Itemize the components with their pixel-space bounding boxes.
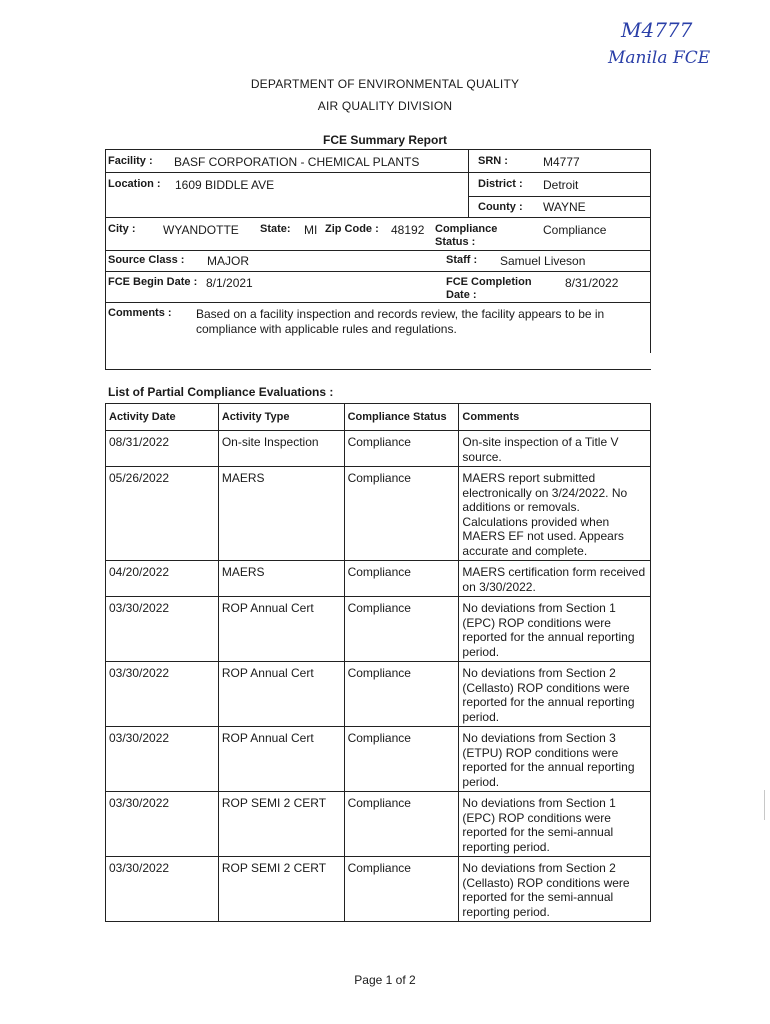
handwritten-note: Manila FCE xyxy=(608,48,711,68)
location-label: Location : xyxy=(108,178,161,190)
compliance-status: Compliance xyxy=(344,467,459,561)
city-label: City : xyxy=(108,223,136,235)
activity-comments: No deviations from Section 1 (EPC) ROP conditions were reported for the semi-annual reporting period. xyxy=(459,792,651,857)
compliance-status-value: Compliance xyxy=(543,223,607,237)
activity-date: 08/31/2022 xyxy=(106,431,219,467)
county-value: WAYNE xyxy=(543,200,586,214)
activity-type: ROP SEMI 2 CERT xyxy=(218,792,344,857)
activity-comments: No deviations from Section 2 (Cellasto) ROP conditions were reported for the annual reporting period. xyxy=(459,662,651,727)
table-row xyxy=(106,662,651,727)
activity-date: 03/30/2022 xyxy=(106,727,219,792)
activity-type: ROP Annual Cert xyxy=(218,662,344,727)
compliance-status: Compliance xyxy=(344,561,459,597)
activity-type: ROP Annual Cert xyxy=(218,597,344,662)
pce-heading: List of Partial Compliance Evaluations : xyxy=(108,385,334,399)
col-compliance-status: Compliance Status xyxy=(344,404,459,431)
activity-comments: No deviations from Section 1 (EPC) ROP conditions were reported for the annual reporting period. xyxy=(459,597,651,662)
fce-begin-value: 8/1/2021 xyxy=(206,276,253,290)
activity-comments: No deviations from Section 3 (ETPU) ROP conditions were reported for the annual reporting period. xyxy=(459,727,651,792)
facility-value: BASF CORPORATION - CHEMICAL PLANTS xyxy=(174,155,420,169)
compliance-status: Compliance xyxy=(344,857,459,922)
activity-type: MAERS xyxy=(218,467,344,561)
report-title: FCE Summary Report xyxy=(322,133,448,147)
zip-value: 48192 xyxy=(391,223,425,237)
comments-line-1: Based on a facility inspection and records review, the facility appears to be in xyxy=(196,307,605,321)
pce-header-row xyxy=(106,404,651,431)
activity-type: ROP SEMI 2 CERT xyxy=(218,857,344,922)
department-heading: DEPARTMENT OF ENVIRONMENTAL QUALITY xyxy=(250,77,520,91)
table-row xyxy=(106,727,651,792)
compliance-status: Compliance xyxy=(344,597,459,662)
compliance-status: Compliance xyxy=(344,727,459,792)
activity-date: 03/30/2022 xyxy=(106,857,219,922)
comments-line-2: compliance with applicable rules and regulations. xyxy=(196,322,457,336)
fce-completion-value: 8/31/2022 xyxy=(565,276,619,290)
srn-value: M4777 xyxy=(543,155,580,169)
source-class-value: MAJOR xyxy=(207,254,249,268)
activity-comments: On-site inspection of a Title V source. xyxy=(459,431,651,467)
table-row xyxy=(106,431,651,467)
activity-type: MAERS xyxy=(218,561,344,597)
staff-label: Staff : xyxy=(446,254,478,266)
location-value: 1609 BIDDLE AVE xyxy=(175,178,275,192)
comments-label: Comments : xyxy=(108,307,172,319)
state-value: MI xyxy=(304,223,318,237)
table-row xyxy=(106,857,651,922)
division-heading: AIR QUALITY DIVISION xyxy=(317,99,453,113)
table-row xyxy=(106,597,651,662)
activity-comments: MAERS certification form received on 3/30/2022. xyxy=(459,561,651,597)
zip-label: Zip Code : xyxy=(325,223,379,235)
table-row xyxy=(106,561,651,597)
activity-date: 04/20/2022 xyxy=(106,561,219,597)
city-value: WYANDOTTE xyxy=(163,223,239,237)
district-label: District : xyxy=(478,178,523,190)
district-value: Detroit xyxy=(543,178,579,192)
compliance-status: Compliance xyxy=(344,431,459,467)
table-row xyxy=(106,467,651,561)
col-comments: Comments xyxy=(459,404,651,431)
compliance-status: Compliance xyxy=(344,792,459,857)
activity-date: 05/26/2022 xyxy=(106,467,219,561)
activity-comments: MAERS report submitted electronically on 3/24/2022. No additions or removals. Calculations provided when MAERS EF not used. Appears accurate and complete. xyxy=(459,467,651,561)
source-class-label: Source Class : xyxy=(108,254,185,266)
pce-table xyxy=(105,403,651,922)
state-label: State: xyxy=(260,223,291,235)
fce-completion-label-2: Date : xyxy=(446,289,477,301)
col-activity-date: Activity Date xyxy=(106,404,219,431)
facility-label: Facility : xyxy=(108,155,153,167)
county-label: County : xyxy=(478,201,523,213)
fce-begin-label: FCE Begin Date : xyxy=(108,276,198,288)
handwritten-srn: M4777 xyxy=(621,18,693,42)
activity-type: On-site Inspection xyxy=(218,431,344,467)
page-number: Page 1 of 2 xyxy=(354,973,416,987)
compliance-status-label: Compliance xyxy=(435,223,498,235)
srn-label: SRN : xyxy=(478,155,508,167)
activity-date: 03/30/2022 xyxy=(106,662,219,727)
staff-value: Samuel Liveson xyxy=(500,254,586,268)
activity-type: ROP Annual Cert xyxy=(218,727,344,792)
compliance-status: Compliance xyxy=(344,662,459,727)
col-activity-type: Activity Type xyxy=(218,404,344,431)
activity-date: 03/30/2022 xyxy=(106,792,219,857)
fce-completion-label: FCE Completion xyxy=(446,276,532,288)
table-row xyxy=(106,792,651,857)
activity-date: 03/30/2022 xyxy=(106,597,219,662)
compliance-status-label-2: Status : xyxy=(435,236,476,248)
scan-artifact xyxy=(764,790,765,820)
activity-comments: No deviations from Section 2 (Cellasto) ROP conditions were reported for the semi-annual reporting period. xyxy=(459,857,651,922)
